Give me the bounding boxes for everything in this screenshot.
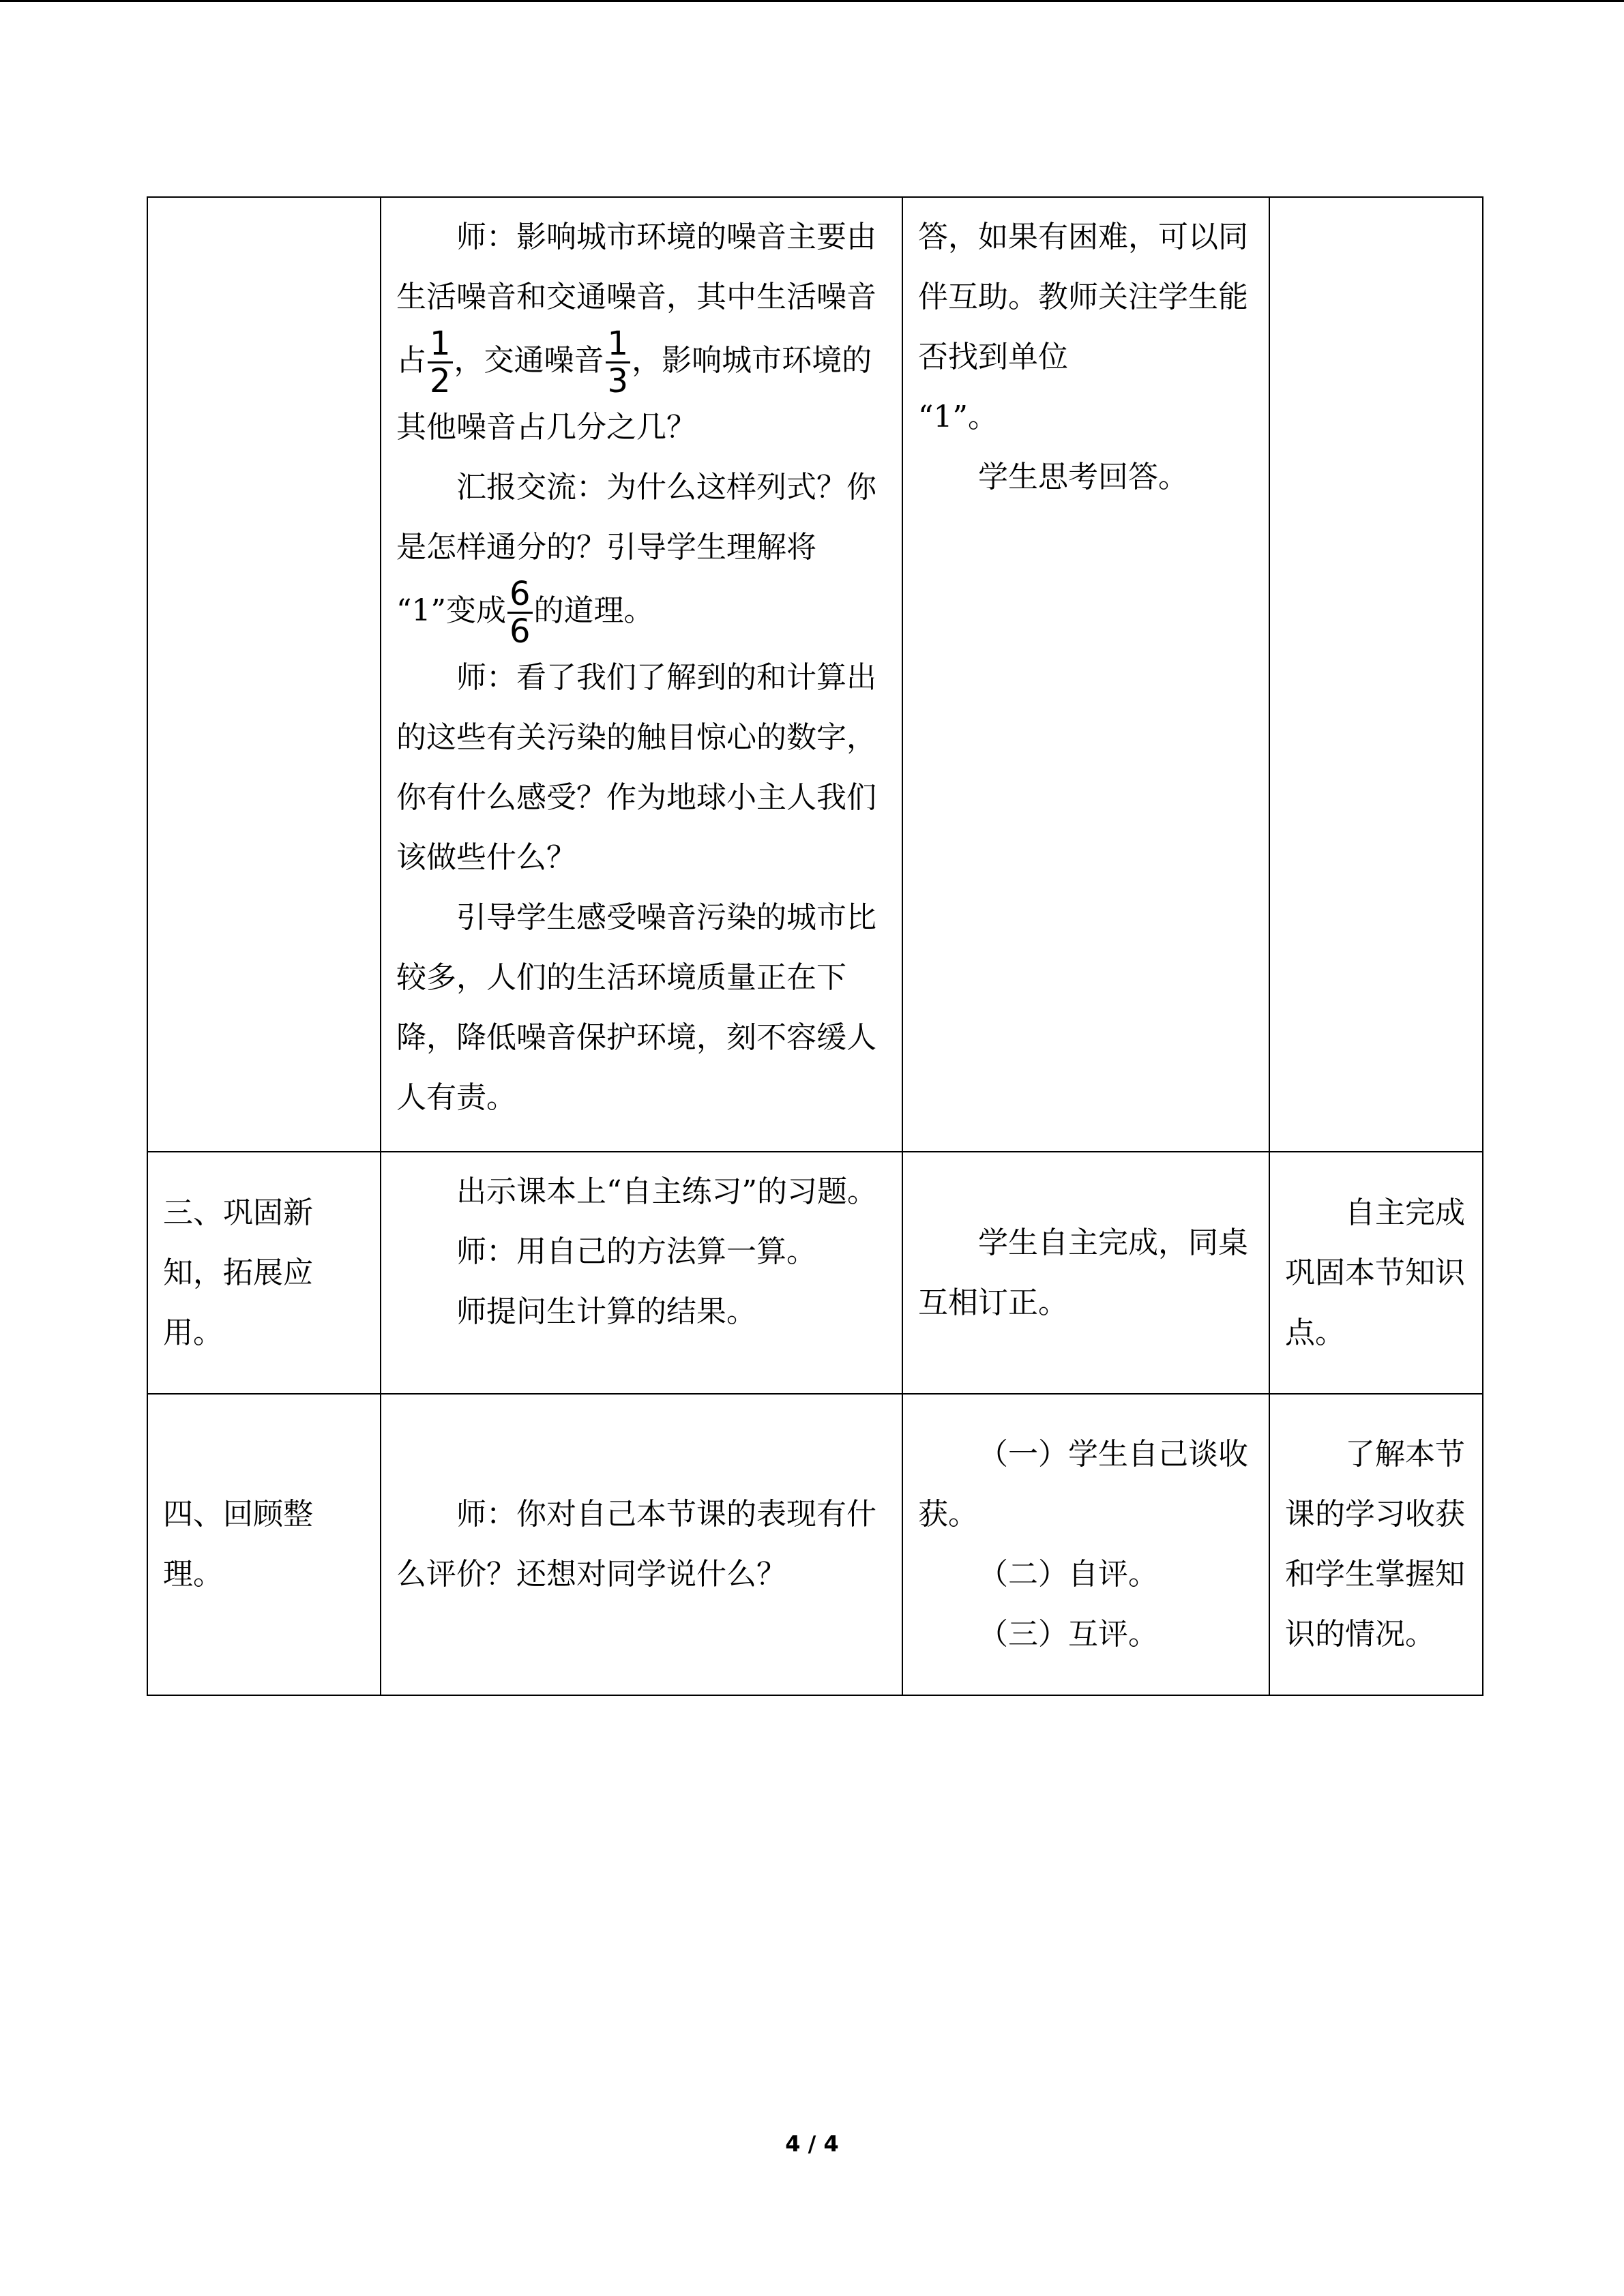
fraction-one-half: $\frac{1}{2}$ [428,327,453,398]
design-intent-cell: 自主完成巩固本节知识点。 [1269,1152,1483,1394]
design-intent-cell: 了解本节课的学习收获和学生掌握知识的情况。 [1269,1394,1483,1695]
student-paragraph: （三）互评。 [978,1617,1158,1652]
student-paragraph: 学生思考回答。 [978,460,1188,494]
page-number: 4 / 4 [785,2131,839,2157]
table-row [147,197,1483,1152]
teacher-activity-cell [381,1152,902,1394]
teacher-paragraph: 师：看了我们了解到的和计算出的这些有关污染的触目惊心的数字，你有什么感受？作为地球小主人我们该做些什么？ [396,660,876,875]
teacher-paragraph: “1”变成 $\frac{6}{6}$ 的道理。 [396,575,654,651]
student-paragraph: （二）自评。 [978,1557,1158,1592]
stage-cell: 四、回顾整理。 [147,1394,381,1695]
student-paragraph: （一）学生自己谈收获。 [918,1437,1248,1532]
teacher-paragraph: 汇报交流：为什么这样列式？你是怎样通分的？引导学生理解将 [396,470,876,565]
student-activity-cell [902,197,1269,1152]
teacher-paragraph: 出示课本上“自主练习”的习题。 [456,1174,877,1209]
table-row [147,1394,1483,1695]
student-paragraph: “1”。 [918,400,998,434]
stage-cell [147,197,381,1152]
table-row [147,1152,1483,1394]
student-activity-cell [902,1394,1269,1695]
teacher-paragraph: 引导学生感受噪音污染的城市比较多，人们的生活环境质量正在下降，降低噪音保护环境，刻不容缓人人有责。 [396,900,876,1115]
student-paragraph: 学生自主完成，同桌互相订正。 [918,1225,1248,1320]
teacher-activity-cell [381,197,902,1152]
fraction-one-third: $\frac{1}{3}$ [606,327,631,398]
teacher-paragraph: 师提问生计算的结果。 [456,1294,756,1329]
teacher-paragraph: 师：用自己的方法算一算。 [456,1234,816,1269]
student-paragraph: 答，如果有困难，可以同伴互助。教师关注学生能否找到单位 [918,220,1248,374]
design-intent-cell [1269,197,1483,1152]
stage-cell: 三、巩固新知，拓展应用。 [147,1152,381,1394]
teacher-activity-cell [381,1394,902,1695]
teacher-paragraph: 师：你对自己本节课的表现有什么评价？还想对同学说什么？ [396,1497,876,1592]
top-border-line [0,0,1624,2]
fraction-six-sixths: $\frac{6}{6}$ [507,578,533,648]
teacher-paragraph: 师：影响城市环境的噪音主要由生活噪音和交通噪音，其中生活噪音占 $\frac{1}{2}$ ，交通噪音 $\frac{1}{3}$ ，影响城市环境的其他噪音占几分之几？ [396,220,876,445]
student-activity-cell [902,1152,1269,1394]
lesson-plan-table [147,196,1483,1696]
